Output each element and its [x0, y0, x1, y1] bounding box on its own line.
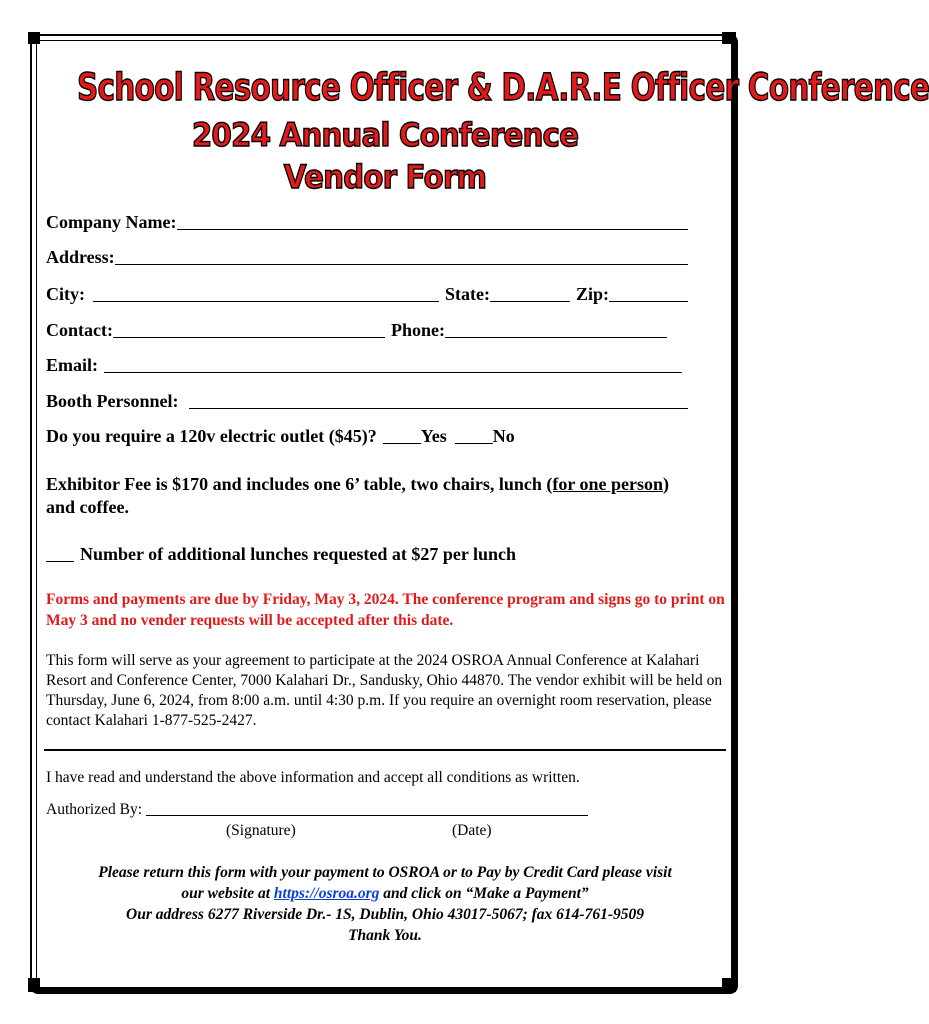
email-blank[interactable] — [104, 356, 682, 373]
fee-text-after: ) and coffee. — [46, 474, 670, 517]
booth-personnel-label: Booth Personnel: — [46, 391, 179, 411]
outlet-question: Do you require a 120v electric outlet ($45)? — [46, 426, 377, 446]
agreement-text: This form will serve as your agreement to participate at the 2024 OSROA Annual Conference at Kalahari Resort and Conference Center, 7000 Kalahari Dr., Sandusky, Ohio 44870. The vendor exhibit will be held on Thursday, June 6, 2024, from 8:00 a.m. until 4:30 p.m. If you require an overnight room reservation, please contact Kalahari 1-877-525-2427. — [46, 652, 723, 729]
contact-phone-row — [46, 320, 688, 341]
fee-text-underlined: (for one person — [546, 474, 664, 494]
fee-text-before: Exhibitor Fee is $170 and includes one 6’ table, two chairs, lunch — [46, 474, 547, 494]
outlet-question-row — [46, 426, 688, 447]
signature-blank[interactable] — [146, 801, 588, 816]
signature-caption: (Signature) — [226, 822, 296, 839]
phone-label: Phone: — [390, 320, 445, 340]
address-blank[interactable] — [115, 248, 688, 265]
osroa-website-link[interactable]: https://osroa.org — [273, 885, 380, 902]
outlet-yes-blank[interactable] — [383, 427, 421, 444]
booth-personnel-field[interactable] — [46, 391, 688, 412]
company-name-label: Company Name: — [46, 212, 177, 232]
booth-personnel-blank[interactable] — [189, 392, 689, 409]
deadline-notice: Forms and payments are due by Friday, May 3, 2024. The conference program and signs go to print on May 3 and no vender requests will be accepted after this date. — [46, 591, 725, 629]
website-text-after: and click on “Make a Payment” — [379, 885, 589, 902]
authorized-by-row — [46, 800, 726, 820]
additional-lunches-label: Number of additional lunches requested at $27 per lunch — [80, 544, 517, 564]
additional-lunches-row — [46, 544, 688, 565]
border-corner — [722, 32, 736, 44]
acknowledge-text: I have read and understand the above information and accept all conditions as written. — [46, 769, 580, 786]
thank-you: Thank You. — [348, 927, 422, 944]
city-label: City: — [46, 284, 85, 304]
additional-lunches-blank[interactable] — [46, 545, 74, 562]
contact-blank[interactable] — [113, 321, 385, 338]
form-title: Vendor Form — [283, 158, 487, 196]
outlet-yes-label: Yes — [420, 426, 447, 446]
outlet-no-label: No — [492, 426, 515, 446]
authorized-by-label: Authorized By: — [46, 801, 142, 818]
phone-blank[interactable] — [445, 321, 667, 338]
page-subtitle: 2024 Annual Conference — [191, 116, 579, 154]
state-label: State: — [445, 284, 490, 304]
border-corner — [722, 978, 736, 992]
zip-label: Zip: — [575, 284, 609, 304]
mailing-address: Our address 6277 Riverside Dr.- 1S, Dublin, Ohio 43017-5067; fax 614-761-9509 — [126, 906, 644, 923]
city-blank[interactable] — [93, 285, 439, 302]
address-field[interactable] — [46, 247, 688, 268]
border-corner — [28, 32, 40, 44]
border-corner — [28, 978, 40, 992]
website-instructions — [30, 883, 740, 904]
website-text-before: our website at — [181, 885, 274, 902]
contact-label: Contact: — [46, 320, 113, 340]
address-label: Address: — [46, 247, 115, 267]
company-name-blank[interactable] — [177, 213, 689, 230]
page-title: School Resource Officer & D.A.R.E Officer Conference — [77, 66, 929, 109]
return-instructions: Please return this form with your payment to OSROA or to Pay by Credit Card please visit — [98, 864, 672, 881]
exhibitor-fee-text — [46, 473, 696, 519]
state-blank[interactable] — [490, 285, 570, 302]
city-state-zip-row — [46, 284, 688, 305]
email-field[interactable] — [46, 355, 688, 376]
date-caption: (Date) — [452, 822, 492, 839]
zip-blank[interactable] — [609, 285, 688, 302]
email-label: Email: — [46, 355, 98, 375]
company-name-field[interactable] — [46, 212, 688, 233]
outlet-no-blank[interactable] — [455, 427, 493, 444]
section-divider — [44, 749, 726, 751]
